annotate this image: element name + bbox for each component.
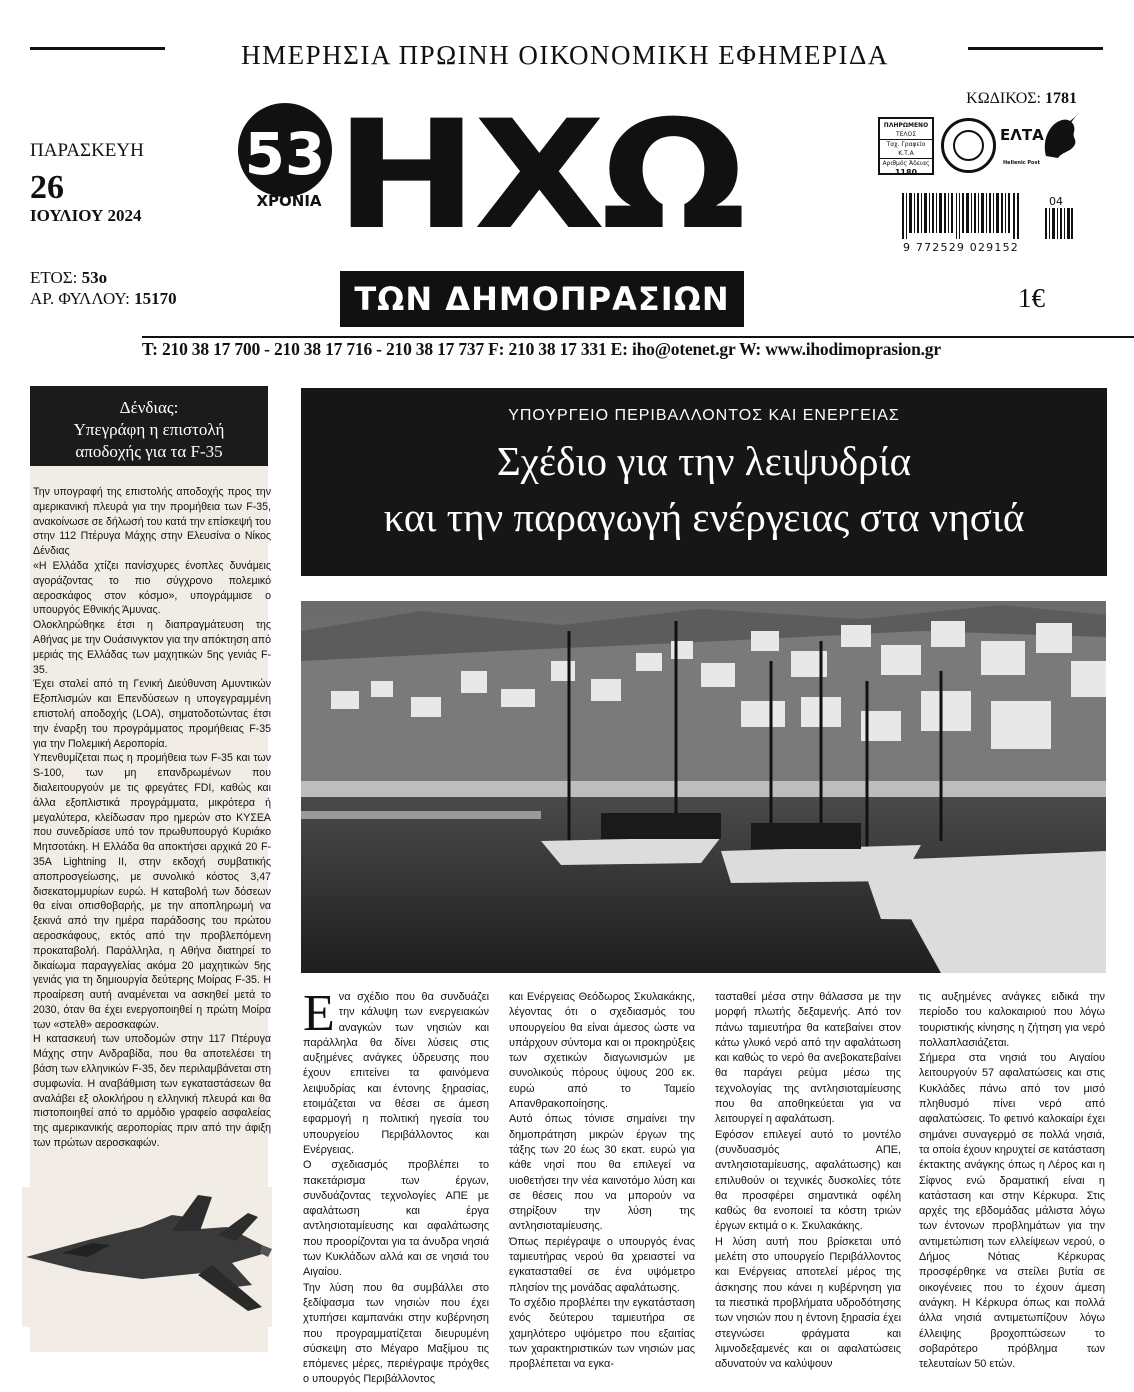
article-kicker: ΥΠΟΥΡΓΕΙΟ ΠΕΡΙΒΑΛΛΟΝΤΟΣ ΚΑΙ ΕΝΕΡΓΕΙΑΣ xyxy=(508,407,900,424)
elta-logo: ΕΛΤΑ xyxy=(1000,126,1044,144)
tagline-rule-left xyxy=(30,47,165,50)
article-column-2 xyxy=(509,990,695,1372)
sidebar-paragraph: Υπενθυμίζεται πως η προμήθεια των F-35 και των S-100, των μη επανδρωμένων που διαλειτουργούν με τις φρεγάτες FDI, καθώς και άλλα εξοπλιστικά προγράμματα, μικρότερα ή μεγαλύτερα, κλείδωσαν προ ημερών στο ΚΥΣΕΑ που συνεδρίασε υπό τον πρωθυπουργό Κυριάκο Μητσοτάκη. Η Ελλάδα θα αποκτήσει αρχικά 20 F-35A Lightning II, στην εκδοχή συμβατικής αποπροσγείωσης, με συνολικό κόστος 3,47 δισεκατομμυρίων ευρώ. Η καταβολή των δόσεων θα είναι οπισθοβαρής, με την αποπληρωμή να ξεκινά από την ημέρα παράδοσης του πρώτου αεροσκάφους, εκτός από την προβλεπόμενη προκαταβολή. Παράλληλα, η Αθήνα διατηρεί το δικαίωμα παραγγελίας ακόμα 20 μαχητικών 5ης γενιάς για τη δημιουργία δεύτερης Μοίρας F-35. Η προαίρεση αυτή αναμένεται να ασκηθεί μετά το 2030, όταν θα έχει ενεργοποιηθεί η πρώτη Μοίρα των «στελθ» αεροσκαφών. xyxy=(33,752,271,1031)
article-paragraph: και Ενέργειας Θεόδωρος Σκυλακάκης, λέγοντας ότι ο σχεδιασμός του υπουργείου θα είναι άμεσος ώστε να υπάρχουν σύντομα και οι προκηρύξεις των σχετικών διαγωνισμών με συνολικούς πόρους ύψους 200 εκ. ευρώ από το Ταμείο Απανθρακοποίησης. xyxy=(509,991,695,1111)
anniversary-label: ΧΡΟΝΙΑ xyxy=(256,192,322,210)
elta-tagline: Hellenic Post xyxy=(1003,160,1040,166)
island-harbor-photo xyxy=(301,601,1106,973)
issue-weekday: ΠΑΡΑΣΚΕΥΗ xyxy=(30,140,144,161)
article-paragraph: τασταθεί μέσα στην θάλασσα με την μορφή πλωτής δεξαμενής. Από τον πάνω ταμιευτήρα θα κατεβαίνει στον κάτω γλυκό νερό από την αφαλάτωση και καθώς το νερό θα ανεβοκατεβαίνει θα παράγει ρεύμα μέσω της τεχνολογίας της αντλησιοταμίευσης που θα αποθηκεύεται για να λειτουργεί η αφαλάτωση. xyxy=(715,991,901,1126)
newspaper-tagline: ΗΜΕΡΗΣΙΑ ΠΡΩΙΝΗ ΟΙΚΟΝΟΜΙΚΗ ΕΦΗΜΕΡΙΔΑ xyxy=(241,40,889,70)
cover-price: 1€ xyxy=(1018,283,1045,313)
article-paragraph: Εφόσον επιλεγεί αυτό το μοντέλο (συνδυασμός ΑΠΕ, αντλησιοταμίευσης, αφαλάτωσης) και επιλυθούν οι τεχνικές δυσκολίες τότε θα προσφέρει σημαντικά οφέλη καθώς θα ενοποιεί τα κόστη τριών έργων εκτιμά ο κ. Σκυλακάκης. xyxy=(715,1128,901,1233)
newspaper-subtitle: ΤΩΝ ΔΗΜΟΠΡΑΣΙΩΝ xyxy=(340,271,744,327)
article-headline: Σχέδιο για την λειψυδρία και την παραγωγή ενέργειας στα νησιά xyxy=(383,438,1025,540)
barcode-addon-icon xyxy=(1045,208,1073,239)
article-paragraph: τις αυξημένες ανάγκες ειδικά την περίοδο του καλοκαιριού που λόγω τουριστικής κίνησης η ζήτηση για νερό πολλαπλασιάζεται. xyxy=(919,991,1105,1049)
anniversary-number: 53 xyxy=(244,120,326,188)
barcode-addon-number: 04 xyxy=(1049,195,1063,208)
hermes-head-icon xyxy=(1040,112,1080,162)
article-column-3 xyxy=(715,990,901,1372)
article-dropcap: Ε xyxy=(303,985,335,1042)
contact-rule xyxy=(142,336,1134,338)
postal-seal-icon xyxy=(941,118,996,173)
article-column-1 xyxy=(303,985,489,1388)
sidebar-paragraph: Έχει σταλεί από τη Γενική Διεύθυνση Αμυντικών Εξοπλισμών και Επενδύσεων η υπογεγραμμένη επιστολή αποδοχής (LOA), σηματοδοτώντας έτσι την έναρξη του προγράμματος προμήθειας F-35 για την Πολεμική Αεροπορία. xyxy=(33,678,271,750)
article-paragraph: Την λύση που θα συμβάλλει στο ξεδίψασμα των νησιών που έχει χτυπήσει καμπανάκι στην κυβέρνηση που προγραμματίζεται διευρυμένη σύσκεψη στο Μέγαρο Μαξίμου τις επόμενες μέρες, περιέγραψε πρόχθες ο υπουργός Περιβάλλοντος xyxy=(303,1281,489,1386)
article-paragraph: Όπως περιέγραψε ο υπουργός ένας ταμιευτήρας νερού θα χρειαστεί να εγκατασταθεί σε ένα υψόμετρο πλησίον της μονάδας αφαλάτωσης. xyxy=(509,1235,695,1294)
f35-jet-image xyxy=(22,1187,272,1327)
sidebar-paragraph: Την υπογραφή της επιστολής αποδοχής προς την αμερικανική πλευρά για την προμήθεια των F-35, ανακοίνωσε σε δήλωσή του κατά την επίσκεψή του στην 112 Πτέρυγα Μάχης στην Ελευσίνα ο Νίκος Δένδιας xyxy=(33,486,271,558)
article-paragraph: Ο σχεδιασμός προβλέπει το πακετάρισμα των έργων, συνδυάζοντας τεχνολογίες ΑΠΕ με αφαλάτωση και έργα αντλησιοταμίευσης και αφαλάτωσης που προορίζονται για τα άνυδρα νησιά των Κυκλάδων αλλά και σε νησιά του Αιγαίου. xyxy=(303,1159,489,1279)
product-code: ΚΩΔΙΚΟΣ: 1781 xyxy=(966,90,1077,107)
article-paragraph: να σχέδιο που θα συνδυάζει την κάλυψη των ενεργειακών αναγκών των νησιών και παράλληλα θα δίνει λύσεις στις αυξημένες ανάγκες ύδρευσης που έχουν επιτείνει τα φαινόμενα λειψυδρίας και έντονης ξηρασίας, ετοιμάζεται να θέσει σε άμεση εφαρμογή η πολιτική ηγεσία του υπουργείου Περιβάλλοντος και Ενέργειας. xyxy=(303,991,489,1156)
postage-paid-stamp: ΠΛΗΡΩΜΕΝΟ ΤΕΛΟΣ Ταχ. Γραφείο Κ.Τ.Α Αριθμός Άδειας 1180 xyxy=(878,117,934,175)
issue-month-year: ΙΟΥΛΙΟΥ 2024 xyxy=(30,206,142,225)
barcode-icon xyxy=(902,193,1020,239)
article-column-4 xyxy=(919,990,1105,1372)
issue-number: ΑΡ. ΦΥΛΛΟΥ: 15170 xyxy=(30,289,177,308)
tagline-rule-right xyxy=(968,47,1103,50)
sidebar-headline: Δένδιας: Υπεγράφη η επιστολή αποδοχής για τα F-35 xyxy=(30,386,268,466)
sidebar-paragraph: «Η Ελλάδα χτίζει πανίσχυρες ένοπλες δυνάμεις αγοράζοντας το πιο σύγχρονο πολεμικό αεροσκάφος στον κόσμο», υπογράμμισε ο υπουργός Εθνικής Άμυνας. xyxy=(33,559,271,617)
issue-day-number: 26 xyxy=(30,169,64,206)
article-paragraph: Αυτό όπως τόνισε σημαίνει την δημοπράτηση μικρών έργων της τάξης των 20 έως 30 εκατ. ευρώ για κάθε νησί που θα επιλεγεί να υιοθετήσει την νέα καινοτόμο λύση και σε θέσεις που να μπορούν να στηρίξουν την λύση της αντλησιοταμίευσης. xyxy=(509,1113,695,1233)
article-paragraph: Σήμερα στα νησιά του Αιγαίου λειτουργούν 57 αφαλατώσεις και στις Κυκλάδες πάνω από τον μισό πληθυσμό πίνει νερό από αφαλατώσεις. Το φετινό καλοκαίρι έχει σημάνει συναγερμό σε πολλά νησιά, τα οποία έχουν κηρυχτεί σε κατάσταση έκτακτης ανάγκης όπως η Λέρος και η Σίφνος ενώ δραματική είναι η κατάσταση και στην Κέρκυρα. Στις αρχές της εβδομάδας μάλιστα λόγω των έντονων προβλημάτων για την αντιμετώπιση των ελλείψεων νερού, ο Δήμος Νότιας Κέρκυρας προσφέρθηκε να στείλει βυτία σε οικογένειες που το έχουν άμεση ανάγκη. Η Κέρκυρα όπως και πολλά άλλα νησιά αντιμετωπίζουν λόγω έλλειψης βροχοπτώσεων το σοβαρότερο πρόβλημα των τελευταίων 50 ετών. xyxy=(919,1052,1105,1371)
anniversary-badge xyxy=(229,100,341,212)
main-headline-box xyxy=(301,388,1107,576)
newspaper-title: ΗΧΩ xyxy=(335,89,742,263)
article-paragraph: Το σχέδιο προβλέπει την εγκατάσταση ενός δεύτερου ταμιευτήρα σε χαμηλότερο υψόμετρο που εξαιτίας των χαρακτηριστικών των νησιών μας προβλέπεται να εγκα- xyxy=(509,1296,695,1371)
barcode-number: 9 772529 029152 xyxy=(903,241,1019,254)
contact-line: T: 210 38 17 700 - 210 38 17 716 - 210 38 17 737 F: 210 38 17 331 E: iho@otenet.gr W: www.ihodimoprasion.gr xyxy=(142,339,941,359)
sidebar-paragraph: Η κατασκευή των υποδομών στην 117 Πτέρυγα Μάχης στην Ανδραβίδα, που θα αποτελέσει τη βάση των ελληνικών F-35, δεν περιλαμβάνεται στη συμφωνία. Η αναβάθμιση των εγκαταστάσεων θα αναλάβει εξ ολοκλήρου η ελληνική πλευρά και θα πιστοποιηθεί από το αρμόδιο γραφείο ασφαλείας της αμερικανικής αεροπορίας πριν από την άφιξη των πρώτων αεροσκαφών. xyxy=(33,1033,271,1150)
publication-year: ΕΤΟΣ: 53ο xyxy=(30,268,108,287)
sidebar-article-text xyxy=(33,485,271,1151)
article-paragraph: Η λύση αυτή που βρίσκεται υπό μελέτη στο υπουργείο Περιβάλλοντος και Ενέργειας αποτελεί μέρος της άσκησης που κάνει η κυβέρνηση για τα πιεστικά προβλήματα υδροδότησης των νησιών που η έντονη ξηρασία έχει στεγνώσει φράγματα και λιμνοδεξαμενές και οι αφαλατώσεις αδυνατούν να καλύψουν xyxy=(715,1235,901,1371)
sidebar-paragraph: Ολοκληρώθηκε έτσι η διαπραγμάτευση της Αθήνας με την Ουάσινγκτον για την απόκτηση από μεριάς της Ελλάδας των μαχητικών 5ης γενιάς F-35. xyxy=(33,619,271,676)
